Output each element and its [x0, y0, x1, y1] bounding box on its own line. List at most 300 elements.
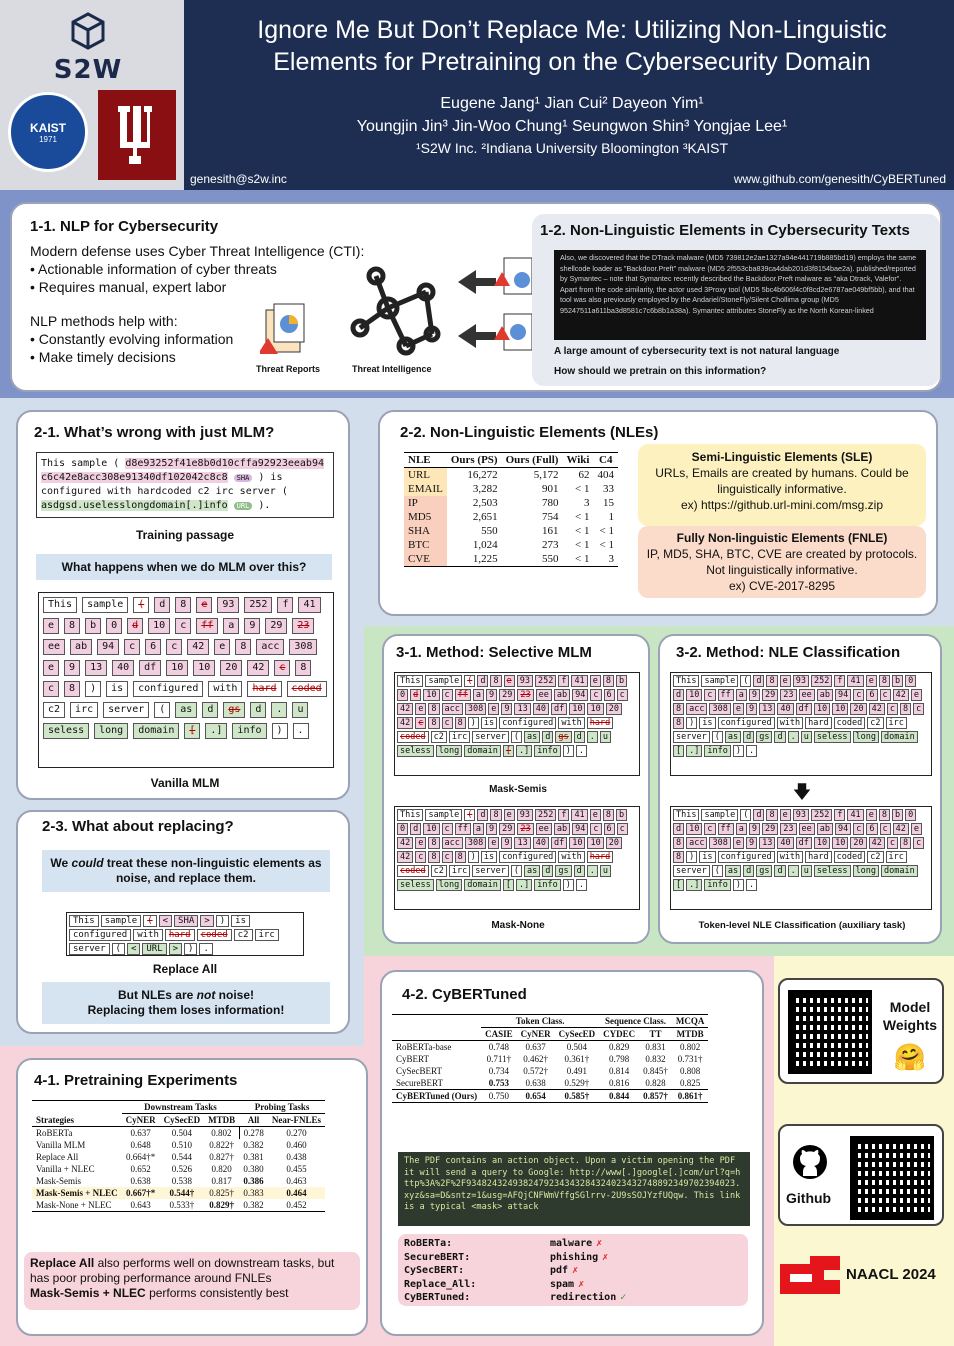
token: 42	[247, 660, 269, 676]
token: with	[208, 681, 242, 697]
token: (	[712, 865, 723, 877]
token: 8	[766, 675, 777, 687]
token: f	[558, 675, 569, 687]
model-name: Replace_All:	[404, 1278, 477, 1290]
token: [	[503, 879, 514, 891]
token: a	[473, 689, 484, 701]
table-cell: 0.802	[211, 1128, 232, 1138]
token: 42	[397, 851, 413, 863]
token: This	[673, 675, 699, 687]
token: 20	[606, 703, 622, 715]
token: b	[892, 809, 903, 821]
token: gs	[756, 731, 772, 743]
token: 93	[793, 675, 809, 687]
table-cell: 2,651	[472, 511, 498, 523]
token: configured	[499, 851, 556, 863]
prediction-row	[404, 1291, 742, 1305]
token: 9	[501, 837, 512, 849]
token: 23	[517, 689, 533, 701]
s11-bullets-2	[30, 330, 233, 366]
table-row	[392, 1053, 708, 1065]
s31-title: 3-1. Method: Selective MLM	[396, 644, 592, 661]
token: with	[777, 851, 803, 863]
iu-logo	[98, 90, 176, 180]
s21-card	[16, 410, 350, 800]
table-row	[32, 1199, 325, 1212]
table-header: TT	[639, 1028, 672, 1041]
table-header: CYDEC	[599, 1028, 639, 1041]
s12-note-1: A large amount of cybersecurity text is not natural language	[554, 346, 840, 357]
token: ab	[554, 689, 570, 701]
nle-frequency-table	[404, 452, 618, 567]
token: a	[736, 823, 747, 835]
github-link[interactable]: www.github.com/genesith/CyBERTuned	[733, 172, 946, 186]
table-header: Near-FNLEs	[268, 1114, 325, 1127]
token: 10	[686, 689, 702, 701]
band-text: Replacing them loses information!	[87, 1003, 285, 1017]
token: u	[292, 702, 308, 718]
s21-training-passage	[36, 452, 334, 518]
table-cell: 0.652	[130, 1164, 151, 1174]
token: info	[704, 745, 730, 757]
token: d	[743, 731, 754, 743]
table-cell: 0.857†	[639, 1090, 672, 1103]
token: coded	[287, 681, 327, 697]
token: c	[913, 837, 924, 849]
table-header: CASIE	[481, 1028, 517, 1041]
s41-card	[16, 1058, 368, 1336]
token: 8	[428, 703, 439, 715]
token: c	[617, 689, 628, 701]
token: 6	[866, 823, 877, 835]
fnle-example: ex) CVE-2017-8295	[728, 579, 836, 593]
token: 40	[112, 660, 134, 676]
token: as	[175, 702, 197, 718]
token: 20	[220, 660, 242, 676]
s42-card	[380, 970, 764, 1336]
iu-trident-icon	[112, 102, 162, 168]
token: 6	[604, 689, 615, 701]
token: )	[563, 745, 574, 757]
token: 29	[499, 689, 515, 701]
predicted-token: pdf	[550, 1265, 569, 1276]
table-cell: < 1	[599, 539, 614, 551]
table-cell: < 1	[599, 525, 614, 537]
token: b	[616, 809, 627, 821]
token: df	[139, 660, 161, 676]
table-row	[392, 1077, 708, 1090]
token: 8	[603, 809, 614, 821]
token: 308	[289, 639, 317, 655]
token: This	[397, 809, 423, 821]
takeaway-text: performs consistently best	[149, 1286, 289, 1300]
token: )	[184, 943, 197, 955]
table-cell: 0.648	[130, 1140, 151, 1150]
token: 9	[749, 823, 760, 835]
token: 9	[746, 703, 757, 715]
band-emphasis: could	[71, 856, 104, 870]
token: 40	[777, 837, 793, 849]
token: 23	[292, 618, 314, 634]
token: a	[473, 823, 484, 835]
token: c	[442, 717, 453, 729]
token: is	[231, 915, 250, 927]
table-cell: 0.643	[122, 1199, 160, 1212]
token: 8	[879, 809, 890, 821]
s21-title: 2-1. What’s wrong with just MLM?	[34, 424, 275, 441]
token: d	[154, 597, 170, 613]
token: 42	[893, 823, 909, 835]
token: d	[477, 675, 488, 687]
token: 10	[423, 823, 439, 835]
token: .	[746, 879, 757, 891]
s23-card	[16, 810, 350, 1034]
model-cell: CySecBERT	[396, 1066, 442, 1076]
predicted-token: malware	[550, 1238, 593, 1249]
table-cell: 0.526	[171, 1164, 193, 1174]
token: d	[753, 809, 764, 821]
table-cell: 550	[481, 525, 498, 537]
band-text: treat these non-linguistic elements as noise, and replace them.	[106, 856, 322, 885]
token: .	[788, 865, 799, 877]
token: ee	[799, 823, 815, 835]
table-header: C4	[593, 453, 618, 468]
s2w-cube-icon	[71, 12, 105, 50]
pretraining-results-table	[32, 1100, 325, 1212]
token: (	[511, 731, 522, 743]
table-row	[392, 1065, 708, 1077]
table-cell: 0.529†	[564, 1078, 590, 1088]
token: )	[272, 723, 288, 739]
nle-type-cell: SHA	[404, 524, 447, 538]
table-cell: < 1	[575, 483, 590, 495]
token: ab	[554, 823, 570, 835]
token: c	[590, 823, 601, 835]
s41-takeaway	[24, 1252, 360, 1310]
strategy-cell: Mask-Semis + NLEC	[36, 1188, 118, 1198]
s11-intro: Modern defense uses Cyber Threat Intelligence (CTI):	[30, 243, 365, 259]
cybertuned-results-table	[392, 1014, 708, 1103]
table-header: Wiki	[562, 453, 593, 468]
threat-report-icon	[260, 302, 310, 358]
s32-title: 3-2. Method: NLE Classification	[676, 644, 901, 661]
table-cell: 0.270	[286, 1128, 307, 1138]
token: server	[673, 865, 710, 877]
table-row	[32, 1151, 325, 1163]
table-cell: 1	[608, 511, 614, 523]
nle-type-cell: BTC	[404, 538, 447, 552]
table-cell: 0.510	[171, 1140, 193, 1150]
token: 13	[514, 703, 530, 715]
token: with	[133, 929, 163, 941]
token: 41	[298, 597, 320, 613]
token: info	[704, 879, 730, 891]
s23-caption: Replace All	[152, 962, 218, 976]
nle-type-cell: URL	[404, 468, 447, 483]
token: 42	[397, 837, 413, 849]
token: 41	[571, 675, 587, 687]
passage-hash: d8e93252f41e8b0d10cffa92923eeab94c6c42e8acc308e91340df102042c8c8	[41, 458, 324, 483]
token: domain	[881, 731, 918, 743]
token: .	[746, 745, 757, 757]
table-cell: < 1	[562, 552, 593, 567]
token: irc	[449, 865, 470, 877]
token: e	[488, 703, 499, 715]
token: ee	[799, 689, 815, 701]
token: 10	[686, 823, 702, 835]
token: e	[911, 689, 922, 701]
cross-icon: ✗	[578, 1278, 585, 1290]
table-cell: 0.861†	[672, 1090, 709, 1103]
table-cell: 0.638	[525, 1078, 546, 1088]
table-row	[404, 552, 618, 567]
token: coded	[834, 851, 866, 863]
passage-text: is configured with hardcoded c2 irc server	[41, 472, 283, 497]
token: 13	[85, 660, 107, 676]
token: c2	[867, 851, 883, 863]
table-header: MTDB	[672, 1028, 709, 1041]
naacl-logo-icon	[780, 1256, 840, 1294]
table-cell: 273	[541, 539, 559, 551]
token: f	[558, 809, 569, 821]
s21-caption-training: Training passage	[135, 528, 235, 542]
token: 8	[175, 597, 191, 613]
s23-band-2	[42, 982, 330, 1024]
token: configured	[718, 851, 775, 863]
token: 20	[850, 703, 866, 715]
token: c2	[234, 929, 253, 941]
table-cell: 901	[541, 483, 559, 495]
token: configured	[718, 717, 775, 729]
token: 308	[709, 703, 730, 715]
token: 29	[762, 689, 778, 701]
s32-card	[658, 634, 942, 944]
nlec-output-token-grid	[670, 806, 932, 910]
table-cell: 0.814	[609, 1066, 630, 1076]
token: (	[143, 915, 156, 927]
token: c	[853, 823, 864, 835]
s31-card	[382, 634, 650, 944]
token: 252	[535, 809, 556, 821]
token: 8	[490, 809, 501, 821]
token: gs	[756, 865, 772, 877]
token: hard	[805, 851, 831, 863]
github-card[interactable]	[778, 1124, 944, 1226]
table-row	[404, 510, 618, 524]
table-cell: 0.638	[130, 1176, 151, 1186]
token: ab	[70, 639, 92, 655]
model-cell: CyBERT	[396, 1054, 429, 1064]
token: f	[834, 675, 845, 687]
token: ff	[196, 618, 218, 634]
token: with	[558, 851, 584, 863]
token: (	[511, 865, 522, 877]
token: 8	[428, 851, 439, 863]
s2w-logo-text: S2W	[53, 55, 123, 85]
token: ff	[455, 823, 471, 835]
table-header: Ours (Full)	[502, 453, 563, 468]
token: )	[733, 745, 744, 757]
table-cell: 0.750	[481, 1090, 517, 1103]
token: with	[777, 717, 803, 729]
token: 0	[397, 823, 408, 835]
table-cell: 0.533†	[160, 1199, 205, 1212]
s11-bullet: • Requires manual, expert labor	[30, 278, 277, 296]
table-cell: 0.585†	[555, 1090, 600, 1103]
nlec-input-token-grid	[670, 672, 932, 776]
token: (	[464, 809, 475, 821]
token: 308	[465, 703, 486, 715]
token: 10	[587, 837, 603, 849]
token: 41	[847, 675, 863, 687]
token: 94	[572, 823, 588, 835]
token: irc	[886, 851, 907, 863]
table-cell: 0.383	[243, 1188, 264, 1198]
s2w-logo	[40, 12, 136, 88]
token: acc	[686, 837, 707, 849]
kaist-logo-text: KAIST	[30, 120, 66, 135]
table-row	[404, 524, 618, 538]
table-cell: 0.753	[488, 1078, 509, 1088]
token: (	[464, 675, 475, 687]
token: long	[436, 879, 462, 891]
table-cell: 0.654	[517, 1090, 555, 1103]
token: d	[574, 865, 585, 877]
github-qr[interactable]	[850, 1136, 934, 1220]
token: as	[725, 731, 741, 743]
token: info	[534, 879, 560, 891]
token: irc	[255, 929, 279, 941]
token: u	[801, 731, 812, 743]
model-cell: RoBERTa-base	[396, 1042, 452, 1052]
token: as	[725, 865, 741, 877]
token: 42	[397, 703, 413, 715]
token: 23	[780, 823, 796, 835]
token: >	[169, 943, 182, 955]
token: 308	[709, 837, 730, 849]
authors	[190, 92, 954, 138]
github-icon	[792, 1144, 828, 1180]
token: 13	[759, 703, 775, 715]
token: c	[442, 823, 453, 835]
token: 20	[850, 837, 866, 849]
table-row	[404, 496, 618, 510]
token: 10	[814, 703, 830, 715]
token: irc	[886, 717, 907, 729]
token: info	[534, 745, 560, 757]
down-arrow-icon: 🡇	[792, 782, 812, 802]
token: df	[796, 703, 812, 715]
table-cell: 0.825†	[209, 1188, 235, 1198]
token: 42	[187, 639, 209, 655]
token: .]	[516, 879, 532, 891]
token: 9	[749, 689, 760, 701]
token: 9	[486, 823, 497, 835]
table-cell: 0.463	[286, 1176, 307, 1186]
token: URL	[142, 943, 166, 955]
token: 93	[217, 597, 239, 613]
group-header: Downstream Tasks	[122, 1101, 240, 1114]
token: hard	[587, 717, 613, 729]
predicted-token: redirection	[550, 1292, 617, 1303]
table-cell: 0.382	[243, 1140, 264, 1150]
token: e	[504, 809, 515, 821]
token: long	[94, 723, 128, 739]
token: ee	[536, 689, 552, 701]
token: server	[673, 731, 710, 743]
table-cell: 0.829†	[204, 1199, 239, 1212]
contact-email[interactable]: genesith@s2w.inc	[190, 172, 287, 186]
token: seless	[814, 731, 851, 743]
token: c	[853, 689, 864, 701]
token: c	[166, 639, 182, 655]
token: sample	[701, 675, 738, 687]
token: domain	[464, 879, 501, 891]
table-header: NLE	[404, 453, 447, 468]
token: sample	[425, 809, 462, 821]
token: [	[503, 745, 514, 757]
token: 10	[814, 837, 830, 849]
table-cell: 1,024	[472, 539, 498, 551]
passage-url-tag: URL	[234, 502, 253, 510]
authors-line-2: Youngjin Jin³ Jin-Woo Chung¹ Seungwon Shin³ Yongjae Lee¹	[356, 118, 788, 135]
token: 9	[64, 660, 80, 676]
s22-title: 2-2. Non-Linguistic Elements (NLEs)	[400, 424, 659, 441]
token: 23	[517, 823, 533, 835]
token: gs	[555, 865, 571, 877]
token: ab	[817, 823, 833, 835]
model-weights-label: Model Weights	[882, 999, 938, 1033]
token: c	[617, 823, 628, 835]
s12-title: 1-2. Non-Linguistic Elements in Cybersecurity Texts	[540, 222, 910, 239]
token: c	[43, 681, 59, 697]
token: )	[686, 851, 697, 863]
token: (	[154, 702, 170, 718]
table-cell: 0.491	[566, 1066, 588, 1076]
table-row	[404, 482, 618, 496]
token: c	[704, 823, 715, 835]
token: df	[551, 837, 567, 849]
table-cell: 1,225	[447, 552, 502, 567]
token: ee	[536, 823, 552, 835]
token: with	[558, 717, 584, 729]
token: hard	[805, 717, 831, 729]
s11-title: 1-1. NLP for Cybersecurity	[30, 218, 219, 235]
token: d	[774, 865, 785, 877]
token: domain	[881, 865, 918, 877]
token: 8	[673, 717, 684, 729]
section-1-card	[10, 202, 942, 392]
table-cell: 62	[578, 469, 590, 481]
model-weights-qr[interactable]	[788, 990, 872, 1074]
model-cell: SecureBERT	[396, 1078, 443, 1088]
table-cell: 0.844	[599, 1090, 639, 1103]
prediction-row	[404, 1237, 742, 1251]
table-cell: 2,503	[472, 497, 498, 509]
table-cell: 5,172	[533, 469, 559, 481]
token: acc	[442, 837, 463, 849]
token: u	[600, 731, 611, 743]
sle-title: Semi-Linguistic Elements (SLE)	[691, 450, 873, 464]
token: b	[616, 675, 627, 687]
table-cell: 0.386	[243, 1176, 264, 1186]
s23-band-1	[42, 850, 330, 892]
model-weights-card[interactable]	[778, 978, 944, 1084]
s11-intro-2: NLP methods help with:	[30, 313, 178, 329]
token: e	[733, 703, 744, 715]
table-row	[404, 468, 618, 483]
passage-text: This sample (	[41, 458, 120, 469]
